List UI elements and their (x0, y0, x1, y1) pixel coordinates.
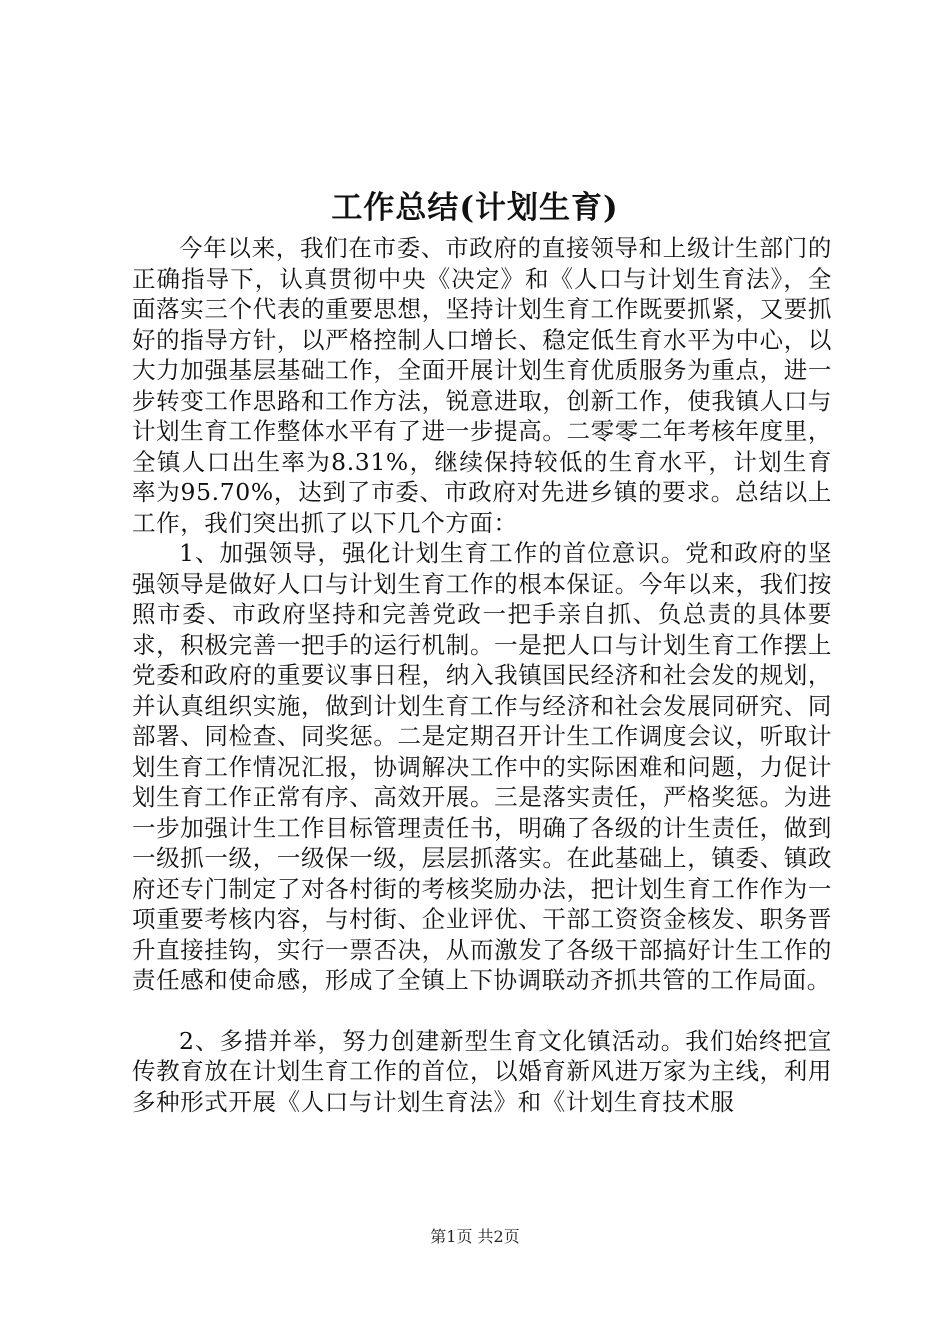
document-body (132, 233, 832, 1117)
paragraph-section-1: 1、加强领导，强化计划生育工作的首位意识。党和政府的坚强领导是做好人口与计划生育工作的根本保证。今年以来，我们按照市委、市政府坚持和完善党政一把手亲自抓、负总责的具体要求，积极完善一把手的运行机制。一是把人口与计划生育工作摆上党委和政府的重要议事日程，纳入我镇国民经济和社会发的规划，并认真组织实施，做到计划生育工作与经济和社会发展同研究、同部署、同检查、同奖惩。二是定期召开计生工作调度会议，听取计划生育工作情况汇报，协调解决工作中的实际困难和问题，力促计划生育工作正常有序、高效开展。三是落实责任，严格奖惩。为进一步加强计生工作目标管理责任书，明确了各级的计生责任，做到一级抓一级，一级保一级，层层抓落实。在此基础上，镇委、镇政府还专门制定了对各村街的考核奖励办法，把计划生育工作作为一项重要考核内容，与村街、企业评优、干部工资资金核发、职务晋升直接挂钩，实行一票否决，从而激发了各级干部搞好计生工作的责任感和使命感，形成了全镇上下协调联动齐抓共管的工作局面。 (132, 539, 832, 994)
paragraph-intro: 今年以来，我们在市委、市政府的直接领导和上级计生部门的正确指导下，认真贯彻中央《决定》和《人口与计划生育法》，全面落实三个代表的重要思想，坚持计划生育工作既要抓紧，又要抓好的指导方针，以严格控制人口增长、稳定低生育水平为中心，以大力加强基层基础工作，全面开展计划生育优质服务为重点，进一步转变工作思路和工作方法，锐意进取，创新工作，使我镇人口与计划生育工作整体水平有了进一步提高。二零零二年考核年度里，全镇人口出生率为8.31%，继续保持较低的生育水平，计划生育率为95.70%，达到了市委、市政府对先进乡镇的要求。总结以上工作，我们突出抓了以下几个方面： (132, 234, 832, 537)
page-number-footer: 第1页 共2页 (430, 1227, 520, 1246)
document-title: 工作总结(计划生育) (331, 190, 619, 226)
paragraph-section-2: 2、多措并举，努力创建新型生育文化镇活动。我们始终把宣传教育放在计划生育工作的首位，以婚育新风进万家为主线，利用多种形式开展《人口与计划生育法》和《计划生育技术服 (132, 1026, 832, 1116)
